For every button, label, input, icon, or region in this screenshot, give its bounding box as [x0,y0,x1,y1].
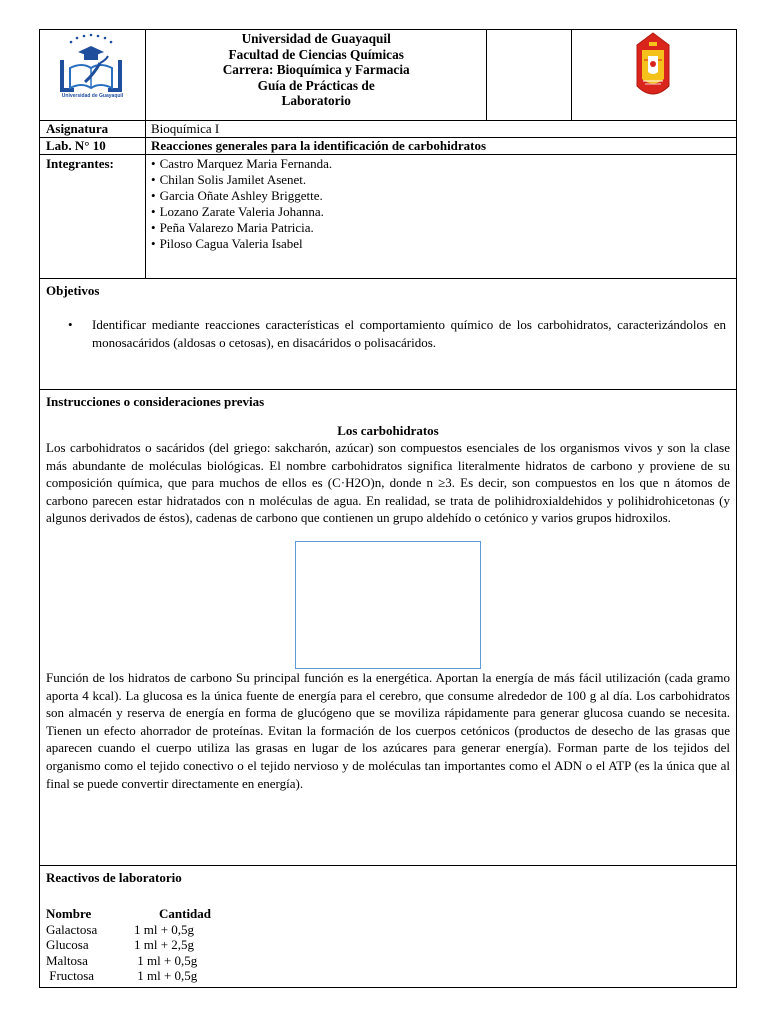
faculty-shield-icon [572,30,736,120]
header-row [40,30,736,121]
instrucciones-title: Instrucciones o consideraciones previas [46,394,265,409]
lab-guide-document [39,29,737,988]
table-header [46,906,730,922]
instrucciones-row [40,390,736,866]
list-item: • Peña Valarezo Maria Patricia. [151,220,736,236]
reactivos-section [40,866,736,987]
asignatura-value: Bioquímica I [145,121,736,137]
reactivos-row [40,866,736,987]
university-logo-caption: Universidad de Guayaquil [61,93,124,99]
reactivo-nombre: Glucosa [46,937,89,953]
list-item: • Castro Marquez Maria Fernanda. [151,156,736,172]
reactivo-nombre: Galactosa [46,921,98,937]
column-header-cantidad: Cantidad [159,906,212,921]
objetivos-row [40,279,736,390]
objective-item: • Identificar mediante reacciones características el comportamiento químico de los carbohidratos, caracterizándolos en monosacáridos (aldosas o cetosas), en disacáridos o polisacáridos. [92,316,730,352]
asignatura-row [40,121,736,138]
integrantes-label: Integrantes: [46,156,114,171]
table-row [46,922,730,938]
asignatura-label: Asignatura [46,121,109,136]
list-item: • Lozano Zarate Valeria Johanna. [151,204,736,220]
intro-paragraph: Los carbohidratos o sacáridos (del griego: sakcharón, azúcar) son compuestos esenciales de los organismos vivos y son la clase más abundante de moléculas biológicas. El nombre carbohidratos significa literalmente hidratos de carbono y proviene de su composición química, que para muchos de ellos es (C·H2O)n, donde n ≥3. Es decir, son compuestos en los que n átomos de carbono parecen estar hidratados con n moléculas de agua. En realidad, se trata de polihidroxialdehidos y polihidrohicetonas (y algunos derivados de éstos), cadenas de carbono que contienen un grupo aldehído o cetónico y varios grupos hidroxilos. [46,440,730,526]
table-row [46,968,730,984]
title-line: Facultad de Ciencias Químicas [228,46,404,62]
header-empty-cell [486,30,571,120]
instrucciones-section [40,390,736,865]
image-placeholder [295,541,481,669]
lab-title: Reacciones generales para la identificación de carbohidratos [145,138,736,154]
title-line: Universidad de Guayaquil [241,31,391,46]
reactivo-cantidad: 1 ml + 0,5g [134,921,195,937]
carbohidratos-subtitle: Los carbohidratos [337,423,439,438]
reactivo-cantidad: 1 ml + 2,5g [134,937,195,953]
table-row [46,953,730,969]
objetivos-section [40,279,736,389]
header-title [145,30,486,120]
column-header-nombre: Nombre [46,906,92,921]
university-crest-icon [40,30,145,120]
reactivos-title: Reactivos de laboratorio [46,870,182,885]
university-logo [40,30,145,120]
integrantes-list [145,155,736,278]
reactivos-table [46,906,730,984]
list-item: • Garcia Oñate Ashley Briggette. [151,188,736,204]
reactivo-nombre: Fructosa [46,968,95,984]
reactivo-cantidad: 1 ml + 0,5g [134,968,198,984]
table-row [46,937,730,953]
integrantes-row [40,155,736,279]
faculty-logo [571,30,736,120]
lab-row [40,138,736,155]
reactivo-nombre: Maltosa [46,952,88,968]
function-paragraph: Función de los hidratos de carbono Su principal función es la energética. Aportan la energía de más fácil utilización (cada gramo aporta 4 kcal). La glucosa es la única fuente de energía para el cerebro, que consume alrededor de 100 g al día. Los carbohidratos son almacén y reserva de energía en forma de glucógeno que se moviliza rápidamente para generar glucosa cuando se necesita. Tienen un efecto ahorrador de proteínas. Evitan la formación de los cuerpos cetónicos (productos de desecho de las grasas que aparecen cuando el cuerpo utiliza las grasas en lugar de los azúcares para generar energía). Forman parte de los tejidos del organismo como el tejido conectivo o el tejido nervioso y de moléculas tan importantes como el ADN o el ATP (es la única que al final se puede convertir directamente en energía). [46,669,730,791]
objetivos-title: Objetivos [46,283,100,298]
lab-number-label: Lab. N° 10 [46,138,106,153]
reactivo-cantidad: 1 ml + 0,5g [134,952,198,968]
list-item: • Chilan Solis Jamilet Asenet. [151,172,736,188]
title-line: Guía de Prácticas de [257,77,375,93]
list-item: • Piloso Cagua Valeria Isabel [151,236,736,252]
title-line: Carrera: Bioquímica y Farmacia [222,62,410,78]
title-line: Laboratorio [281,93,351,109]
